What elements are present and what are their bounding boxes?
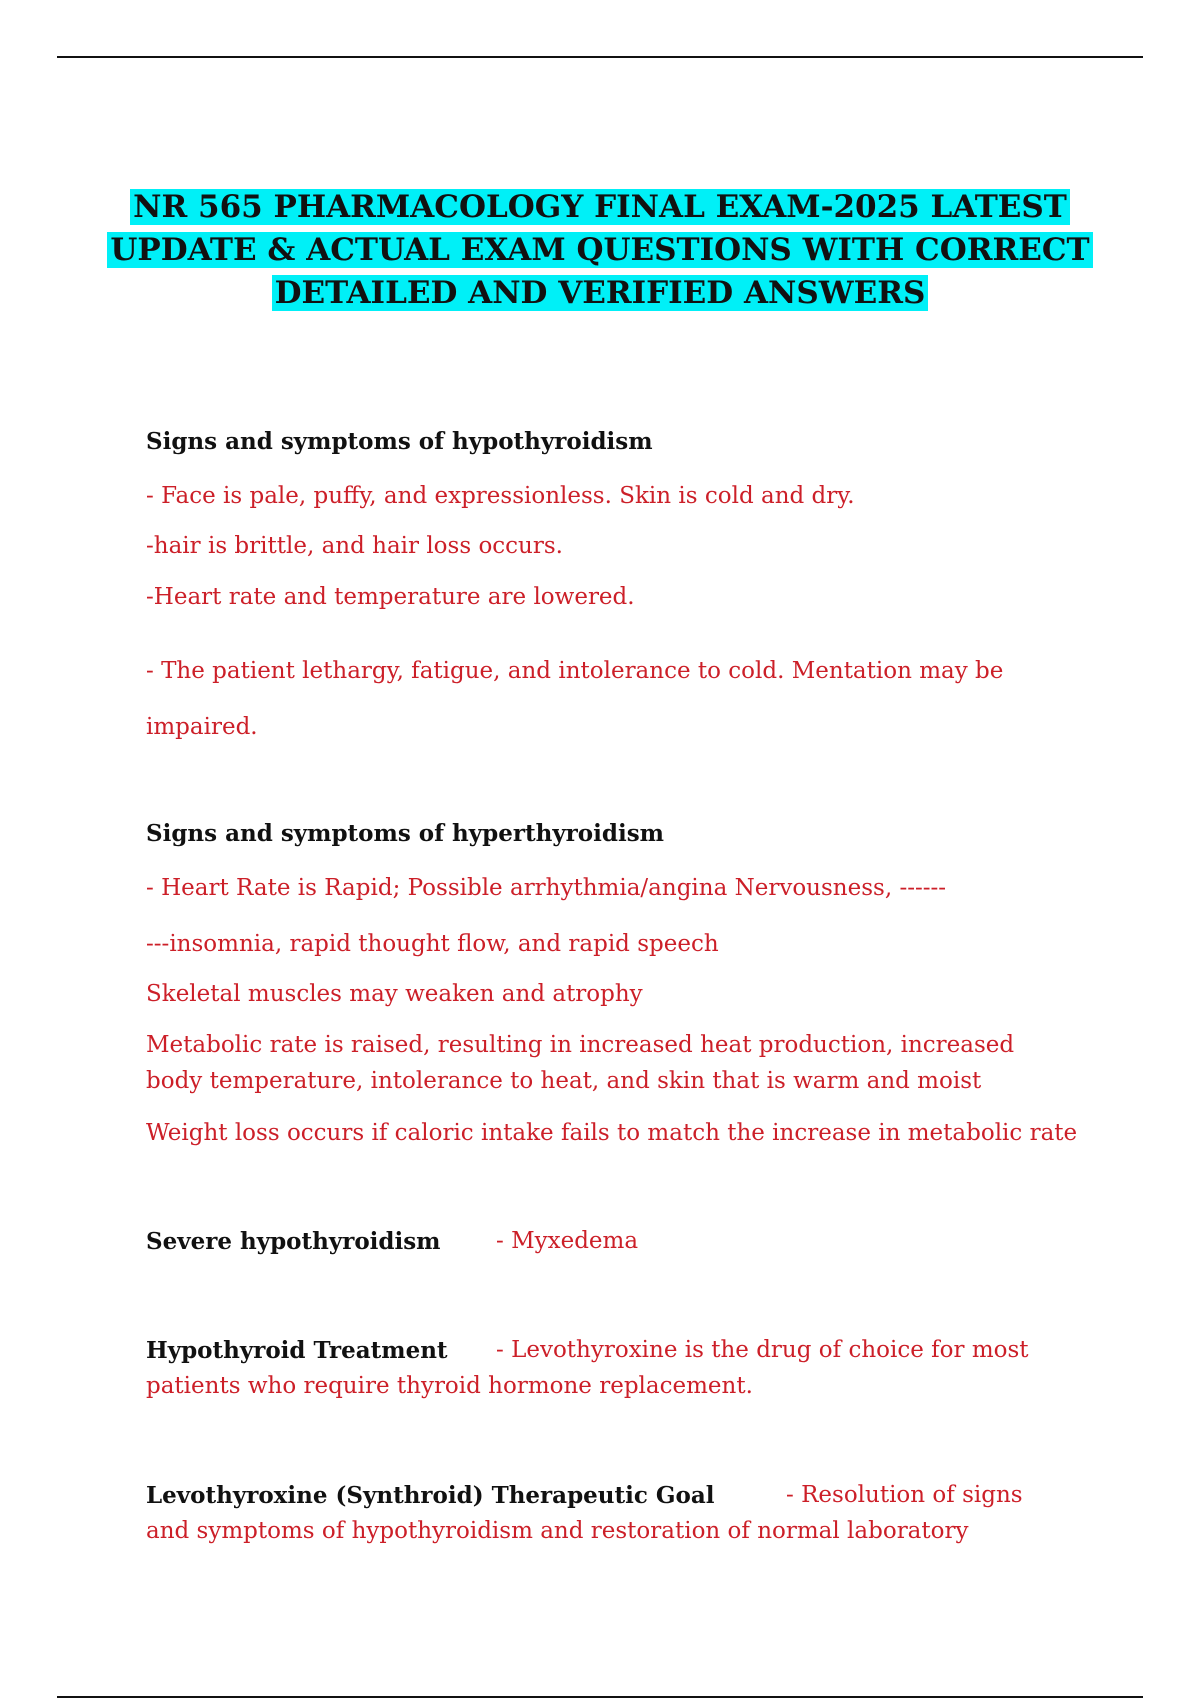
title-line-2: UPDATE & ACTUAL EXAM QUESTIONS WITH CORRECT xyxy=(107,232,1092,268)
severe-term: Severe hypothyroidism xyxy=(146,1228,441,1255)
hypo-line-1: - Face is pale, puffy, and expressionless. Skin is cold and dry. xyxy=(146,483,855,509)
hypo-line-2: -hair is brittle, and hair loss occurs. xyxy=(146,533,563,559)
hyper-line-5: body temperature, intolerance to heat, and skin that is warm and moist xyxy=(146,1068,982,1094)
hyper-line-3: Skeletal muscles may weaken and atrophy xyxy=(146,981,643,1007)
bottom-rule xyxy=(57,1696,1143,1698)
document-title xyxy=(0,186,1200,315)
goal-answer-line-2: and symptoms of hypothyroidism and restoration of normal laboratory xyxy=(146,1518,969,1544)
severe-answer: - Myxedema xyxy=(496,1228,639,1254)
hypo-line-3: -Heart rate and temperature are lowered. xyxy=(146,584,635,610)
title-line-3: DETAILED AND VERIFIED ANSWERS xyxy=(272,275,929,311)
hypo-line-4: - The patient lethargy, fatigue, and intolerance to cold. Mentation may be xyxy=(146,658,1004,684)
hyper-line-4: Metabolic rate is raised, resulting in increased heat production, increased xyxy=(146,1032,1015,1058)
hypo-line-5: impaired. xyxy=(146,714,258,740)
treatment-answer-line-1: - Levothyroxine is the drug of choice for most xyxy=(496,1337,1029,1363)
treatment-term: Hypothyroid Treatment xyxy=(146,1337,448,1364)
goal-term: Levothyroxine (Synthroid) Therapeutic Goal xyxy=(146,1482,715,1509)
hypo-heading: Signs and symptoms of hypothyroidism xyxy=(146,428,653,455)
hyper-heading: Signs and symptoms of hyperthyroidism xyxy=(146,820,664,847)
treatment-answer-line-2: patients who require thyroid hormone replacement. xyxy=(146,1373,753,1399)
hyper-line-6: Weight loss occurs if caloric intake fails to match the increase in metabolic rate xyxy=(146,1120,1078,1146)
title-line-1: NR 565 PHARMACOLOGY FINAL EXAM-2025 LATEST xyxy=(130,189,1070,225)
hyper-line-2: ---insomnia, rapid thought flow, and rapid speech xyxy=(146,931,719,957)
goal-answer-line-1: - Resolution of signs xyxy=(786,1482,1023,1508)
top-rule xyxy=(57,56,1143,58)
hyper-line-1: - Heart Rate is Rapid; Possible arrhythmia/angina Nervousness, ------ xyxy=(146,875,947,901)
